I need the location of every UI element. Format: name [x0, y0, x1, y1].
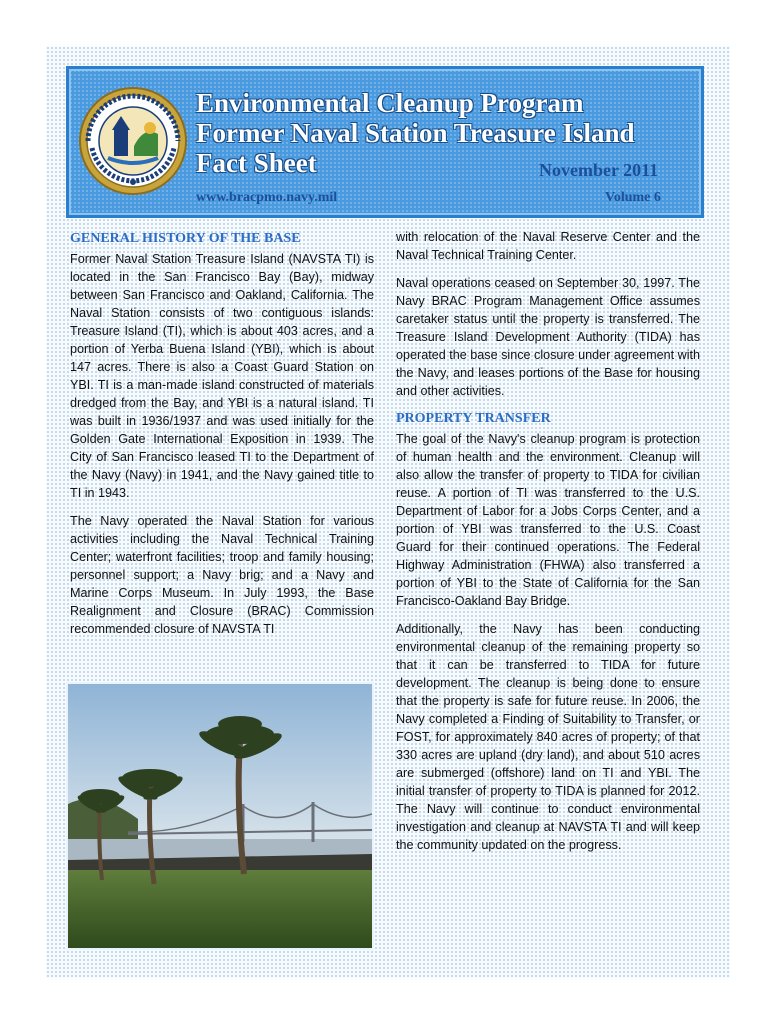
section-heading-transfer: PROPERTY TRANSFER [396, 411, 551, 426]
operations-paragraph: Naval operations ceased on September 30, 1997. The Navy BRAC Program Management Office assumes caretaker status until the property is transferred. The Treasure Island Development Authority (TIDA) has operated the base since closure under agreement with the Navy, and leases portions of the Base for housing and other activities. [396, 276, 700, 398]
history-continuation: with relocation of the Naval Reserve Center and the Naval Technical Training Center. [396, 230, 700, 262]
website-link[interactable]: www.bracpmo.navy.mil [196, 190, 338, 205]
right-column [396, 228, 700, 864]
volume-label: Volume 6 [605, 190, 661, 205]
title-line-3: Fact Sheet [196, 148, 317, 178]
history-paragraph-1: Former Naval Station Treasure Island (NAVSTA TI) is located in the San Francisco Bay (Bay), midway between San Francisco and Oakland, California. The Naval Station consists of two contiguous islands: Treasure Island (TI), which is about 403 acres, and a portion of Yerba Buena Island (YBI), which is about 147 acres. There is also a Coast Guard Station on YBI. TI is a man-made island constructed of materials dredged from the Bay, and YBI is a natural island. TI was built in 1936/1937 and was used initially for the Golden Gate International Exposition in 1939. The City of San Francisco leased TI to the Department of the Navy (Navy) in 1941, and the Navy gained title to TI in 1943. [70, 252, 374, 500]
history-paragraph-2: The Navy operated the Naval Station for various activities including the Naval Technical Training Center; waterfront facilities; troop and family housing; personnel support; a Navy brig; and a Navy and Marine Corps Museum. In July 1993, the Base Realignment and Closure (BRAC) Commission recommended closure of NAVSTA TI [70, 514, 374, 636]
palm-trees-bay-bridge-image [68, 684, 372, 948]
title-line-1: Environmental Cleanup Program [196, 88, 584, 118]
palm-trees-photo [66, 682, 374, 950]
issue-date: November 2011 [539, 160, 659, 180]
navy-seal-icon [78, 86, 188, 196]
section-heading-history: GENERAL HISTORY OF THE BASE [70, 231, 301, 246]
transfer-paragraph-1: The goal of the Navy's cleanup program is protection of human health and the environment. Cleanup will also allow the transfer of property to TIDA for civilian reuse. A portion of TI was transferred to the U.S. Department of Labor for a Jobs Corps Center, and a portion of YBI was transferred to the U.S. Coast Guard for their continued operations. The Federal Highway Administration (FHWA) also transferred a portion of YBI to the State of California for the San Francisco-Oakland Bay Bridge. [396, 432, 700, 608]
title-line-2: Former Naval Station Treasure Island [196, 118, 635, 148]
transfer-paragraph-2: Additionally, the Navy has been conducting environmental cleanup of the remaining property so that it can be transferred to TIDA for future development. The cleanup is being done to ensure that the property is safe for future reuse. In 2006, the Navy completed a Finding of Suitability to Transfer, or FOST, for approximately 840 acres of property; of that 330 acres are upland (dry land), and about 510 acres are submerged (offshore) land on TI and YBI. The initial transfer of property to TIDA is planned for 2012. The Navy will continue to conduct environmental investigation and cleanup at NAVSTA TI and will keep the community updated on the progress. [396, 622, 700, 852]
left-column [70, 230, 374, 648]
